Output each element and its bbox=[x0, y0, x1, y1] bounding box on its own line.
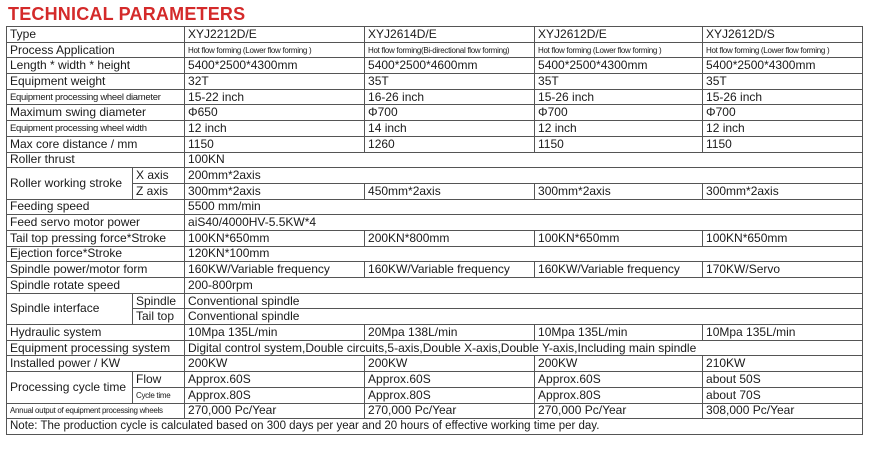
row-label: Installed power / KW bbox=[7, 356, 185, 372]
cell: 10Mpa 135L/min bbox=[185, 325, 365, 341]
cell: 200KN*800mm bbox=[365, 230, 535, 246]
cell: 10Mpa 135L/min bbox=[703, 325, 863, 341]
table-row-cycle-time bbox=[7, 387, 863, 403]
cell: 300mm*2axis bbox=[703, 183, 863, 199]
table-row-spindle-speed bbox=[7, 278, 863, 294]
row-label: Length * width * height bbox=[7, 58, 185, 74]
cell: 100KN*650mm bbox=[535, 230, 703, 246]
cell: Approx.60S bbox=[365, 372, 535, 388]
table-row-feed-speed bbox=[7, 199, 863, 215]
cell: 270,000 Pc/Year bbox=[535, 403, 703, 419]
row-label: Annual output of equipment processing wheels bbox=[7, 403, 185, 419]
cell: Hot flow forming (Lower flow forming ) bbox=[185, 42, 365, 58]
cell: 450mm*2axis bbox=[365, 183, 535, 199]
cell: 120KN*100mm bbox=[185, 246, 863, 262]
table-row-weight bbox=[7, 74, 863, 90]
table-row-hydraulic bbox=[7, 325, 863, 341]
cell: 35T bbox=[365, 74, 535, 90]
cell: Approx.80S bbox=[185, 387, 365, 403]
row-label: Roller working stroke bbox=[7, 168, 133, 199]
cell: 15-22 inch bbox=[185, 89, 365, 105]
cell: 5400*2500*4300mm bbox=[703, 58, 863, 74]
row-label: Process Application bbox=[7, 42, 185, 58]
table-row-annual bbox=[7, 403, 863, 419]
cell: 200-800rpm bbox=[185, 278, 863, 294]
row-label: Spindle power/motor form bbox=[7, 262, 185, 278]
row-label: Feeding speed bbox=[7, 199, 185, 215]
row-label: Type bbox=[7, 27, 185, 43]
table-row-wheel-diameter bbox=[7, 89, 863, 105]
cell: 160KW/Variable frequency bbox=[535, 262, 703, 278]
cell: 10Mpa 135L/min bbox=[535, 325, 703, 341]
table-row-stroke-x bbox=[7, 168, 863, 184]
row-label: Equipment weight bbox=[7, 74, 185, 90]
sub-label: Spindle bbox=[133, 293, 185, 309]
row-label: Spindle rotate speed bbox=[7, 278, 185, 294]
cell: 160KW/Variable frequency bbox=[365, 262, 535, 278]
cell: Approx.80S bbox=[365, 387, 535, 403]
sub-label: Flow bbox=[133, 372, 185, 388]
cell: 210KW bbox=[703, 356, 863, 372]
model-header: XYJ2612D/S bbox=[703, 27, 863, 43]
cell: 20Mpa 138L/min bbox=[365, 325, 535, 341]
table-row-type bbox=[7, 27, 863, 43]
cell: 200KW bbox=[535, 356, 703, 372]
row-label: Hydraulic system bbox=[7, 325, 185, 341]
cell: 5400*2500*4600mm bbox=[365, 58, 535, 74]
parameters-table bbox=[6, 26, 863, 435]
cell: about 50S bbox=[703, 372, 863, 388]
row-label: Ejection force*Stroke bbox=[7, 246, 185, 262]
cell: 1150 bbox=[703, 136, 863, 152]
table-row-spindle-power bbox=[7, 262, 863, 278]
model-header: XYJ2212D/E bbox=[185, 27, 365, 43]
cell: aiS40/4000HV-5.5KW*4 bbox=[185, 215, 863, 231]
cell: Hot flow forming(Bi-directional flow forming) bbox=[365, 42, 535, 58]
cell: 200KW bbox=[185, 356, 365, 372]
cell: 12 inch bbox=[535, 121, 703, 137]
cell: Φ700 bbox=[535, 105, 703, 121]
table-row-process bbox=[7, 42, 863, 58]
cell: 32T bbox=[185, 74, 365, 90]
cell: 35T bbox=[535, 74, 703, 90]
cell: 300mm*2axis bbox=[535, 183, 703, 199]
row-label: Tail top pressing force*Stroke bbox=[7, 230, 185, 246]
sub-label: Cycle time bbox=[133, 387, 185, 403]
table-row-stroke-z bbox=[7, 183, 863, 199]
cell: 270,000 Pc/Year bbox=[365, 403, 535, 419]
cell: 200mm*2axis bbox=[185, 168, 863, 184]
row-label: Roller thrust bbox=[7, 152, 185, 168]
row-label: Feed servo motor power bbox=[7, 215, 185, 231]
model-header: XYJ2612D/E bbox=[535, 27, 703, 43]
cell: 15-26 inch bbox=[535, 89, 703, 105]
row-label: Equipment processing system bbox=[7, 340, 185, 356]
table-row-size bbox=[7, 58, 863, 74]
cell: about 70S bbox=[703, 387, 863, 403]
cell: Approx.60S bbox=[535, 372, 703, 388]
cell: Φ700 bbox=[365, 105, 535, 121]
cell: Approx.80S bbox=[535, 387, 703, 403]
cell: 1150 bbox=[185, 136, 365, 152]
cell: 14 inch bbox=[365, 121, 535, 137]
table-row-tail bbox=[7, 230, 863, 246]
cell: Hot flow forming (Lower flow forming ) bbox=[703, 42, 863, 58]
cell: 300mm*2axis bbox=[185, 183, 365, 199]
cell: 200KW bbox=[365, 356, 535, 372]
cell: 5400*2500*4300mm bbox=[185, 58, 365, 74]
table-row-installed bbox=[7, 356, 863, 372]
row-label: Spindle interface bbox=[7, 293, 133, 324]
sub-label: Tail top bbox=[133, 309, 185, 325]
table-row-wheel-width bbox=[7, 121, 863, 137]
cell: 35T bbox=[703, 74, 863, 90]
model-header: XYJ2614D/E bbox=[365, 27, 535, 43]
row-label: Equipment processing wheel width bbox=[7, 121, 185, 137]
cell: 308,000 Pc/Year bbox=[703, 403, 863, 419]
cell: 270,000 Pc/Year bbox=[185, 403, 365, 419]
cell: Conventional spindle bbox=[185, 309, 863, 325]
page-title: TECHNICAL PARAMETERS bbox=[8, 4, 246, 24]
table-row-interface-tail bbox=[7, 309, 863, 325]
table-row-swing bbox=[7, 105, 863, 121]
table-row-thrust bbox=[7, 152, 863, 168]
table-row-cycle-flow bbox=[7, 372, 863, 388]
cell: 160KW/Variable frequency bbox=[185, 262, 365, 278]
table-row-interface-spindle bbox=[7, 293, 863, 309]
cell: Digital control system,Double circuits,5-axis,Double X-axis,Double Y-axis,Including main spindle bbox=[185, 340, 863, 356]
cell: 100KN*650mm bbox=[703, 230, 863, 246]
cell: 12 inch bbox=[703, 121, 863, 137]
cell: 12 inch bbox=[185, 121, 365, 137]
cell: 1150 bbox=[535, 136, 703, 152]
cell: 5400*2500*4300mm bbox=[535, 58, 703, 74]
row-label: Processing cycle time bbox=[7, 372, 133, 403]
row-label: Equipment processing wheel diameter bbox=[7, 89, 185, 105]
sub-label: X axis bbox=[133, 168, 185, 184]
table-row-core bbox=[7, 136, 863, 152]
cell: 5500 mm/min bbox=[185, 199, 863, 215]
cell: 16-26 inch bbox=[365, 89, 535, 105]
table-row-servo bbox=[7, 215, 863, 231]
cell: Approx.60S bbox=[185, 372, 365, 388]
cell: Hot flow forming (Lower flow forming ) bbox=[535, 42, 703, 58]
table-row-note bbox=[7, 419, 863, 435]
table-row-control bbox=[7, 340, 863, 356]
cell: 15-26 inch bbox=[703, 89, 863, 105]
footnote: Note: The production cycle is calculated based on 300 days per year and 20 hours of effective working time per day. bbox=[7, 419, 863, 435]
cell: 1260 bbox=[365, 136, 535, 152]
row-label: Max core distance / mm bbox=[7, 136, 185, 152]
cell: 100KN bbox=[185, 152, 863, 168]
cell: 170KW/Servo bbox=[703, 262, 863, 278]
cell: Conventional spindle bbox=[185, 293, 863, 309]
cell: 100KN*650mm bbox=[185, 230, 365, 246]
sub-label: Z axis bbox=[133, 183, 185, 199]
cell: Φ700 bbox=[703, 105, 863, 121]
cell: Φ650 bbox=[185, 105, 365, 121]
table-row-eject bbox=[7, 246, 863, 262]
row-label: Maximum swing diameter bbox=[7, 105, 185, 121]
